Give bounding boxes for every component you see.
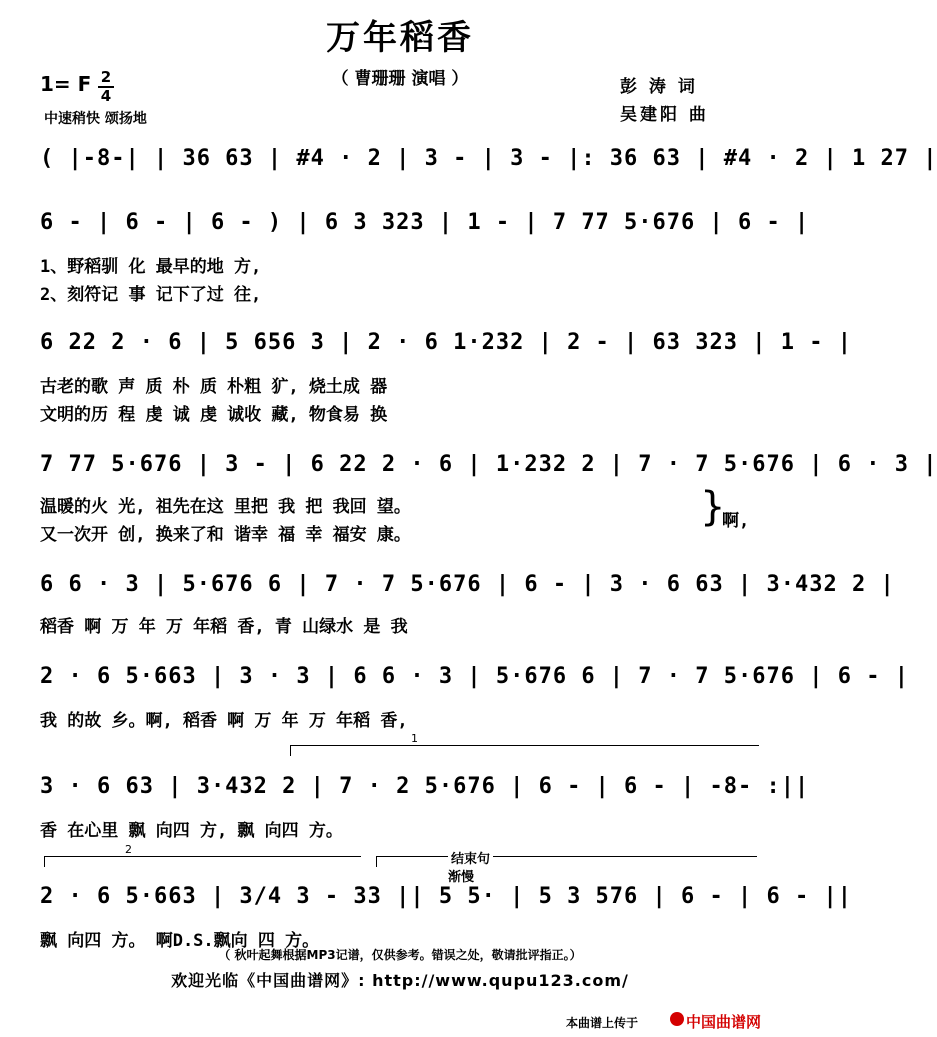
site-brand: 中国曲谱网 xyxy=(686,1013,762,1031)
score-line-4: 7 77 5·676 | 3 - | 6 22 2 · 6 | 1·232 2 | 7 · 7 5·676 | 6 · 3 | xyxy=(40,452,937,477)
score-line-1: ( |-8-| | 36 63 | #4 · 2 | 3 - | 3 - |: 36 63 | #4 · 2 | 1 27 | xyxy=(40,146,937,171)
score-line-6: 2 · 6 5·663 | 3 · 3 | 6 6 · 3 | 5·676 6 | 7 · 7 5·676 | 6 - | xyxy=(40,664,909,689)
tempo-marking: 中速稍快 颂扬地 xyxy=(44,111,147,127)
lyric-line-2-verse-2: 2、刻符记 事 记下了过 往, xyxy=(40,285,262,305)
volta-number-1: 1 xyxy=(411,732,418,745)
volta-bracket-1 xyxy=(290,732,759,756)
lyric-line-3-verse-1: 古老的歌 声 质 朴 质 朴粗 犷, 烧土成 器 xyxy=(40,377,388,397)
welcome-banner: 欢迎光临《中国曲谱网》: http://www.qupu123.com/ xyxy=(171,971,629,990)
lyric-line-6: 我 的故 乡。啊, 稻香 啊 万 年 万 年稻 香, xyxy=(40,711,408,731)
score-line-8: 2 · 6 5·663 | 3/4 3 - 33 || 5 5· | 5 3 576 | 6 - | 6 - || xyxy=(40,884,852,909)
lyric-line-2-verse-1: 1、野稻驯 化 最早的地 方, xyxy=(40,257,262,277)
coda-label: 结束句 xyxy=(448,848,493,867)
lyric-line-5: 稻香 啊 万 年 万 年稻 香, 青 山绿水 是 我 xyxy=(40,617,408,637)
verse-brace: } xyxy=(700,484,726,530)
lyric-line-7: 香 在心里 飘 向四 方, 飘 向四 方。 xyxy=(40,821,343,841)
composer-credit: 吴建阳 曲 xyxy=(620,105,709,125)
volta-bracket-2 xyxy=(44,843,361,867)
time-signature-bottom: 4 xyxy=(100,87,112,105)
lyric-line-4-verse-1: 温暖的火 光, 祖先在这 里把 我 把 我回 望。 xyxy=(40,497,411,517)
transcription-note: （ 秋叶起舞根据MP3记谱，仅供参考。错误之处，敬请批评指正。） xyxy=(218,948,582,962)
coda-bracket xyxy=(376,856,757,867)
score-line-2: 6 - | 6 - | 6 - ) | 6 3 323 | 1 - | 7 77 5·676 | 6 - | xyxy=(40,210,810,235)
score-title: 万年稻香 xyxy=(326,18,474,58)
key-signature: 1= F xyxy=(40,72,92,96)
score-line-3: 6 22 2 · 6 | 5 656 3 | 2 · 6 1·232 | 2 - | 63 323 | 1 - | xyxy=(40,330,852,355)
score-line-7: 3 · 6 63 | 3·432 2 | 7 · 2 5·676 | 6 - | 6 - | -8- :|| xyxy=(40,774,810,799)
lyric-line-4-verse-2: 又一次开 创, 换来了和 谐幸 福 幸 福安 康。 xyxy=(40,525,411,545)
score-line-5: 6 6 · 3 | 5·676 6 | 7 · 7 5·676 | 6 - | 3 · 6 63 | 3·432 2 | xyxy=(40,572,895,597)
site-logo-icon xyxy=(670,1012,684,1026)
time-signature xyxy=(98,70,114,104)
lyric-line-3-verse-2: 文明的历 程 虔 诚 虔 诚收 藏, 物食易 换 xyxy=(40,405,388,425)
ritardando-label: 渐慢 xyxy=(448,870,475,885)
lyric-line-8: 飘 向四 方。 啊D.S.飘向 四 方。 xyxy=(40,931,320,951)
volta-number-2: 2 xyxy=(125,843,132,856)
upload-note: 本曲谱上传于 xyxy=(566,1016,639,1030)
lyricist-credit: 彭 涛 词 xyxy=(620,77,698,97)
performer-credit: （ 曹珊珊 演唱 ） xyxy=(331,69,469,89)
brace-lyric: 啊, xyxy=(722,511,750,531)
time-signature-top: 2 xyxy=(100,68,112,86)
